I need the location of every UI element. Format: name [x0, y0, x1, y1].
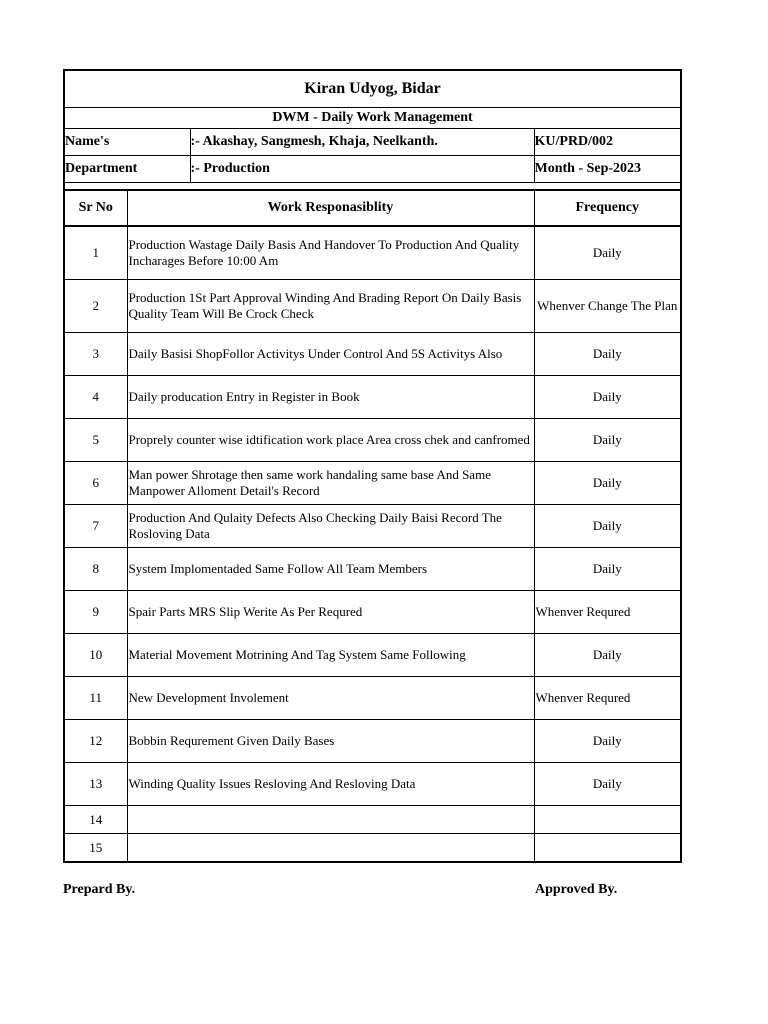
table-row [64, 634, 681, 677]
table-row [64, 462, 681, 505]
table-row [64, 376, 681, 419]
row-sr-no: 5 [64, 419, 127, 462]
row-sr-no: 10 [64, 634, 127, 677]
row-work-responsibility: Daily Basisi ShopFollor Activitys Under Control And 5S Activitys Also [127, 333, 534, 376]
row-frequency: Daily [534, 419, 681, 462]
table-row [64, 763, 681, 806]
row-work-responsibility: Spair Parts MRS Slip Werite As Per Requred [127, 591, 534, 634]
row-frequency: Daily [534, 376, 681, 419]
dwm-table [63, 69, 682, 863]
document-code: KU/PRD/002 [534, 129, 681, 156]
row-work-responsibility [127, 834, 534, 863]
department-value: :- Production [190, 156, 534, 183]
row-sr-no: 1 [64, 226, 127, 280]
table-row [64, 280, 681, 333]
row-sr-no: 6 [64, 462, 127, 505]
row-frequency: Daily [534, 548, 681, 591]
row-sr-no: 14 [64, 806, 127, 834]
row-work-responsibility: Material Movement Motrining And Tag System Same Following [127, 634, 534, 677]
row-sr-no: 4 [64, 376, 127, 419]
header-work-responsibility: Work Responasiblity [127, 190, 534, 226]
row-frequency: Whenver Requred [534, 591, 681, 634]
row-work-responsibility: System Implomentaded Same Follow All Team Members [127, 548, 534, 591]
row-sr-no: 9 [64, 591, 127, 634]
table-row [64, 226, 681, 280]
row-frequency: Whenver Change The Plan [534, 280, 681, 333]
row-frequency: Daily [534, 505, 681, 548]
names-value: :- Akashay, Sangmesh, Khaja, Neelkanth. [190, 129, 534, 156]
row-sr-no: 7 [64, 505, 127, 548]
header-sr-no: Sr No [64, 190, 127, 226]
table-row [64, 505, 681, 548]
row-sr-no: 13 [64, 763, 127, 806]
row-frequency: Whenver Requred [534, 677, 681, 720]
row-sr-no: 11 [64, 677, 127, 720]
table-row [64, 591, 681, 634]
row-sr-no: 15 [64, 834, 127, 863]
row-frequency: Daily [534, 462, 681, 505]
row-sr-no: 2 [64, 280, 127, 333]
header-frequency: Frequency [534, 190, 681, 226]
table-row [64, 333, 681, 376]
dwm-sheet [63, 69, 680, 863]
company-title: Kiran Udyog, Bidar [64, 70, 681, 108]
table-row [64, 834, 681, 863]
month-value: Month - Sep-2023 [534, 156, 681, 183]
row-frequency: Daily [534, 763, 681, 806]
row-frequency [534, 806, 681, 834]
column-header-row [64, 190, 681, 226]
row-work-responsibility: Proprely counter wise idtification work place Area cross chek and canfromed [127, 419, 534, 462]
row-sr-no: 8 [64, 548, 127, 591]
table-row [64, 720, 681, 763]
document-subtitle: DWM - Daily Work Management [64, 108, 681, 129]
row-sr-no: 3 [64, 333, 127, 376]
row-frequency: Daily [534, 226, 681, 280]
row-work-responsibility: New Development Involement [127, 677, 534, 720]
row-work-responsibility: Production And Qulaity Defects Also Checking Daily Baisi Record The Rosloving Data [127, 505, 534, 548]
row-work-responsibility: Production 1St Part Approval Winding And Brading Report On Daily Basis Quality Team Will Be Crock Check [127, 280, 534, 333]
prepared-by-label: Prepard By. [63, 882, 136, 897]
names-label: Name's [64, 129, 190, 156]
row-work-responsibility: Production Wastage Daily Basis And Handover To Production And Quality Incharages Before 10:00 Am [127, 226, 534, 280]
table-row [64, 677, 681, 720]
row-frequency: Daily [534, 634, 681, 677]
row-work-responsibility: Man power Shrotage then same work handaling same base And Same Manpower Alloment Detail's Record [127, 462, 534, 505]
approved-by-label: Approved By. [535, 882, 618, 897]
row-sr-no: 12 [64, 720, 127, 763]
department-label: Department [64, 156, 190, 183]
table-row [64, 548, 681, 591]
row-frequency [534, 834, 681, 863]
row-work-responsibility: Daily producation Entry in Register in Book [127, 376, 534, 419]
table-row [64, 419, 681, 462]
row-work-responsibility: Bobbin Requrement Given Daily Bases [127, 720, 534, 763]
row-work-responsibility [127, 806, 534, 834]
row-frequency: Daily [534, 720, 681, 763]
table-row [64, 806, 681, 834]
row-work-responsibility: Winding Quality Issues Resloving And Resloving Data [127, 763, 534, 806]
row-frequency: Daily [534, 333, 681, 376]
